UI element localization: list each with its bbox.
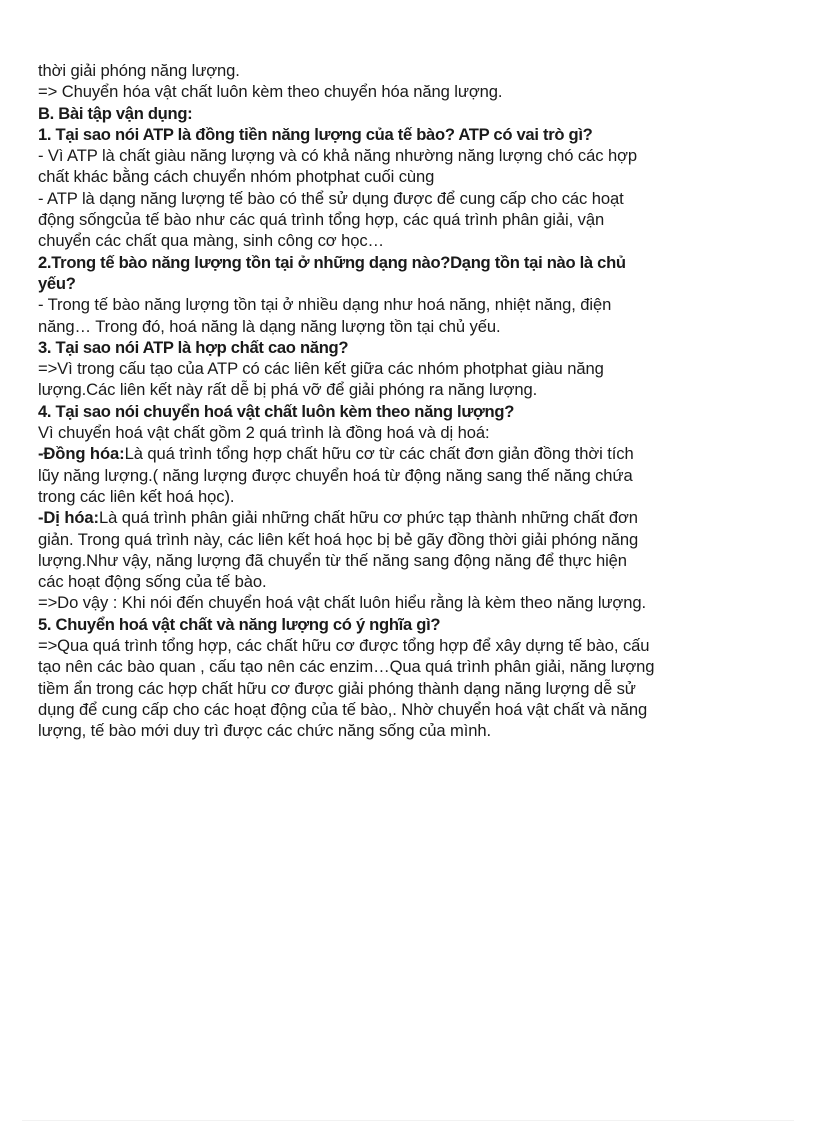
dong-hoa-text: Là quá trình tổng hợp chất hữu cơ từ các chất đơn giản đồng thời tích <box>124 444 634 464</box>
dong-hoa-line: trong các liên kết hoá học). <box>38 486 235 506</box>
question-1-answer-line: - Vì ATP là chất giàu năng lượng và có khả năng nhường năng lượng chó các hợp <box>38 146 637 166</box>
question-5-answer-line: tạo nên các bào quan , cấu tạo nên các enzim…Qua quá trình phân giải, năng lượng <box>38 657 655 677</box>
intro-conclusion: => Chuyển hóa vật chất luôn kèm theo chuyển hóa năng lượng. <box>38 82 503 102</box>
di-hoa-text: Là quá trình phân giải những chất hữu cơ phức tạp thành những chất đơn <box>98 508 638 528</box>
question-5-answer-line: dụng để cung cấp cho các hoạt động của tế bào,. Nhờ chuyển hoá vật chất và năng <box>38 699 648 719</box>
question-1-answer-line: - ATP là dạng năng lượng tế bào có thể sử dụng được để cung cấp cho các hoạt <box>38 188 624 208</box>
di-hoa-line: các hoạt động sống của tế bào. <box>38 572 267 592</box>
question-4-heading: 4. Tại sao nói chuyển hoá vật chất luôn kèm theo năng lượng? <box>38 401 515 421</box>
question-2-heading: 2.Trong tế bào năng lượng tồn tại ở những dạng nào?Dạng tồn tại nào là chủ <box>38 252 626 272</box>
question-3-heading: 3. Tại sao nói ATP là hợp chất cao năng? <box>38 337 349 357</box>
page-bottom-divider <box>22 1120 794 1121</box>
di-hoa-term: -Dị hóa: <box>38 508 99 528</box>
question-3-answer-line: lượng.Các liên kết này rất dễ bị phá vỡ để giải phóng ra năng lượng. <box>38 380 538 400</box>
question-1-heading: 1. Tại sao nói ATP là đồng tiền năng lượng của tế bào? ATP có vai trò gì? <box>38 124 593 144</box>
question-4-intro: Vì chuyển hoá vật chất gồm 2 quá trình là đồng hoá và dị hoá: <box>38 423 490 443</box>
di-hoa-line: giản. Trong quá trình này, các liên kết hoá học bị bẻ gãy đồng thời giải phóng năng <box>38 529 639 549</box>
question-3-answer-line: =>Vì trong cấu tạo của ATP có các liên kết giữa các nhóm photphat giàu năng <box>38 359 604 379</box>
question-5-answer-line: tiềm ẩn trong các hợp chất hữu cơ được giải phóng thành dạng năng lượng dễ sử <box>38 678 636 698</box>
question-1-answer-line: chuyển các chất qua màng, sinh công cơ học… <box>38 231 385 251</box>
question-2-heading-cont: yếu? <box>38 273 76 293</box>
question-1-answer-line: động sốngcủa tế bào như các quá trình tổng hợp, các quá trình phân giải, vận <box>38 210 605 230</box>
question-5-heading: 5. Chuyển hoá vật chất và năng lượng có ý nghĩa gì? <box>38 614 441 634</box>
question-5-answer-line: lượng, tế bào mới duy trì được các chức năng sống của mình. <box>38 721 492 741</box>
document-page <box>38 60 778 742</box>
dong-hoa-line: lũy năng lượng.( năng lượng được chuyển hoá từ động năng sang thế năng chứa <box>38 465 633 485</box>
dong-hoa-paragraph <box>38 443 778 464</box>
intro-line: thời giải phóng năng lượng. <box>38 61 240 80</box>
question-2-answer-line: - Trong tế bào năng lượng tồn tại ở nhiều dạng như hoá năng, nhiệt năng, điện <box>38 295 612 315</box>
question-4-conclusion: =>Do vậy : Khi nói đến chuyển hoá vật chất luôn hiểu rằng là kèm theo năng lượng. <box>38 593 646 613</box>
section-b-heading: B. Bài tập vận dụng: <box>38 103 193 123</box>
di-hoa-line: lượng.Như vậy, năng lượng đã chuyển từ thế năng sang động năng để thực hiện <box>38 550 627 570</box>
question-2-answer-line: năng… Trong đó, hoá năng là dạng năng lượng tồn tại chủ yếu. <box>38 316 501 336</box>
dong-hoa-term: -Đồng hóa: <box>38 444 125 464</box>
question-1-answer-line: chất khác bằng cách chuyển nhóm photphat cuối cùng <box>38 167 435 187</box>
question-5-answer-line: =>Qua quá trình tổng hợp, các chất hữu cơ được tổng hợp để xây dựng tế bào, cấu <box>38 636 650 656</box>
di-hoa-paragraph <box>38 507 778 528</box>
